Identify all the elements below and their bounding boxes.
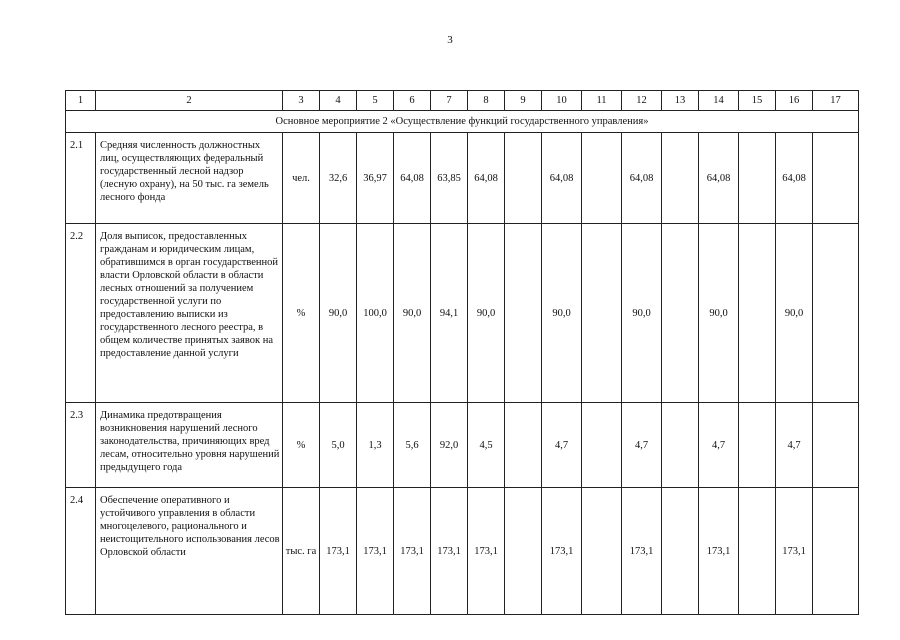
row-value: 173,1 xyxy=(542,488,582,615)
row-value: 173,1 xyxy=(776,488,813,615)
column-number-header: 13 xyxy=(662,91,699,111)
column-number-header: 9 xyxy=(505,91,542,111)
column-number-header: 6 xyxy=(394,91,431,111)
indicators-table xyxy=(65,90,859,615)
row-value xyxy=(813,224,859,403)
row-value xyxy=(582,224,622,403)
column-number-header: 7 xyxy=(431,91,468,111)
column-number-header: 8 xyxy=(468,91,505,111)
row-value xyxy=(582,133,622,224)
row-value: 4,7 xyxy=(699,403,739,488)
column-number-row xyxy=(66,91,859,111)
row-value xyxy=(505,224,542,403)
row-value xyxy=(813,403,859,488)
row-index: 2.4 xyxy=(66,488,96,615)
row-value xyxy=(739,224,776,403)
row-value: 64,08 xyxy=(468,133,505,224)
section-title: Основное мероприятие 2 «Осуществление функций государственного управления» xyxy=(66,111,859,133)
row-value: 5,6 xyxy=(394,403,431,488)
row-index: 2.2 xyxy=(66,224,96,403)
row-value: 64,08 xyxy=(622,133,662,224)
row-value xyxy=(505,403,542,488)
row-value: 5,0 xyxy=(320,403,357,488)
table-row xyxy=(66,488,859,615)
row-value: 90,0 xyxy=(776,224,813,403)
row-value: 64,08 xyxy=(542,133,582,224)
column-number-header: 2 xyxy=(96,91,283,111)
row-value: 1,3 xyxy=(357,403,394,488)
row-value xyxy=(505,133,542,224)
row-index: 2.1 xyxy=(66,133,96,224)
row-value: 173,1 xyxy=(320,488,357,615)
row-unit: чел. xyxy=(283,133,320,224)
row-value: 173,1 xyxy=(622,488,662,615)
column-number-header: 3 xyxy=(283,91,320,111)
row-description: Динамика предотвращения возникновения нарушений лесного законодательства, причиняющих вред лесам, относительно уровня нарушений предыдущего года xyxy=(96,403,283,488)
row-value xyxy=(662,488,699,615)
row-value: 92,0 xyxy=(431,403,468,488)
row-value: 36,97 xyxy=(357,133,394,224)
row-value: 90,0 xyxy=(542,224,582,403)
row-value xyxy=(739,488,776,615)
row-value: 173,1 xyxy=(699,488,739,615)
row-unit: % xyxy=(283,403,320,488)
row-value xyxy=(582,403,622,488)
row-value: 90,0 xyxy=(320,224,357,403)
column-number-header: 4 xyxy=(320,91,357,111)
column-number-header: 11 xyxy=(582,91,622,111)
row-value: 32,6 xyxy=(320,133,357,224)
row-value: 100,0 xyxy=(357,224,394,403)
row-index: 2.3 xyxy=(66,403,96,488)
row-value xyxy=(813,133,859,224)
row-value: 173,1 xyxy=(468,488,505,615)
row-value: 64,08 xyxy=(394,133,431,224)
row-value xyxy=(739,133,776,224)
row-value: 90,0 xyxy=(622,224,662,403)
column-number-header: 1 xyxy=(66,91,96,111)
row-description: Обеспечение оперативного и устойчивого управления в области многоцелевого, рационального и неистощительного использования лесов Орловской области xyxy=(96,488,283,615)
row-unit: % xyxy=(283,224,320,403)
row-description: Доля выписок, предоставленных гражданам и юридическим лицам, обратившимся в орган государственной власти Орловской области в области лесных отношений за получением государственной услуги по предоставлению выписки из государственного лесного реестра, в общем количестве принятых заявок на предоставление данной услуги xyxy=(96,224,283,403)
row-value: 64,08 xyxy=(776,133,813,224)
row-value xyxy=(582,488,622,615)
column-number-header: 10 xyxy=(542,91,582,111)
row-value: 90,0 xyxy=(468,224,505,403)
row-value xyxy=(662,133,699,224)
row-value: 90,0 xyxy=(699,224,739,403)
column-number-header: 16 xyxy=(776,91,813,111)
row-value: 64,08 xyxy=(699,133,739,224)
row-value: 173,1 xyxy=(357,488,394,615)
row-value xyxy=(662,224,699,403)
row-value xyxy=(813,488,859,615)
row-value: 4,7 xyxy=(776,403,813,488)
row-value: 90,0 xyxy=(394,224,431,403)
section-row xyxy=(66,111,859,133)
column-number-header: 5 xyxy=(357,91,394,111)
row-value: 94,1 xyxy=(431,224,468,403)
table-row xyxy=(66,403,859,488)
column-number-header: 17 xyxy=(813,91,859,111)
row-value xyxy=(505,488,542,615)
row-value: 4,7 xyxy=(542,403,582,488)
row-unit: тыс. га xyxy=(283,488,320,615)
column-number-header: 15 xyxy=(739,91,776,111)
row-value xyxy=(662,403,699,488)
column-number-header: 12 xyxy=(622,91,662,111)
row-value: 173,1 xyxy=(431,488,468,615)
row-value: 173,1 xyxy=(394,488,431,615)
row-description: Средняя численность должностных лиц, осуществляющих федеральный государственный лесной надзор (лесную охрану), на 50 тыс. га земель лесного фонда xyxy=(96,133,283,224)
column-number-header: 14 xyxy=(699,91,739,111)
row-value xyxy=(739,403,776,488)
row-value: 4,7 xyxy=(622,403,662,488)
table-row xyxy=(66,224,859,403)
page-number: 3 xyxy=(447,34,453,46)
table-row xyxy=(66,133,859,224)
row-value: 63,85 xyxy=(431,133,468,224)
row-value: 4,5 xyxy=(468,403,505,488)
